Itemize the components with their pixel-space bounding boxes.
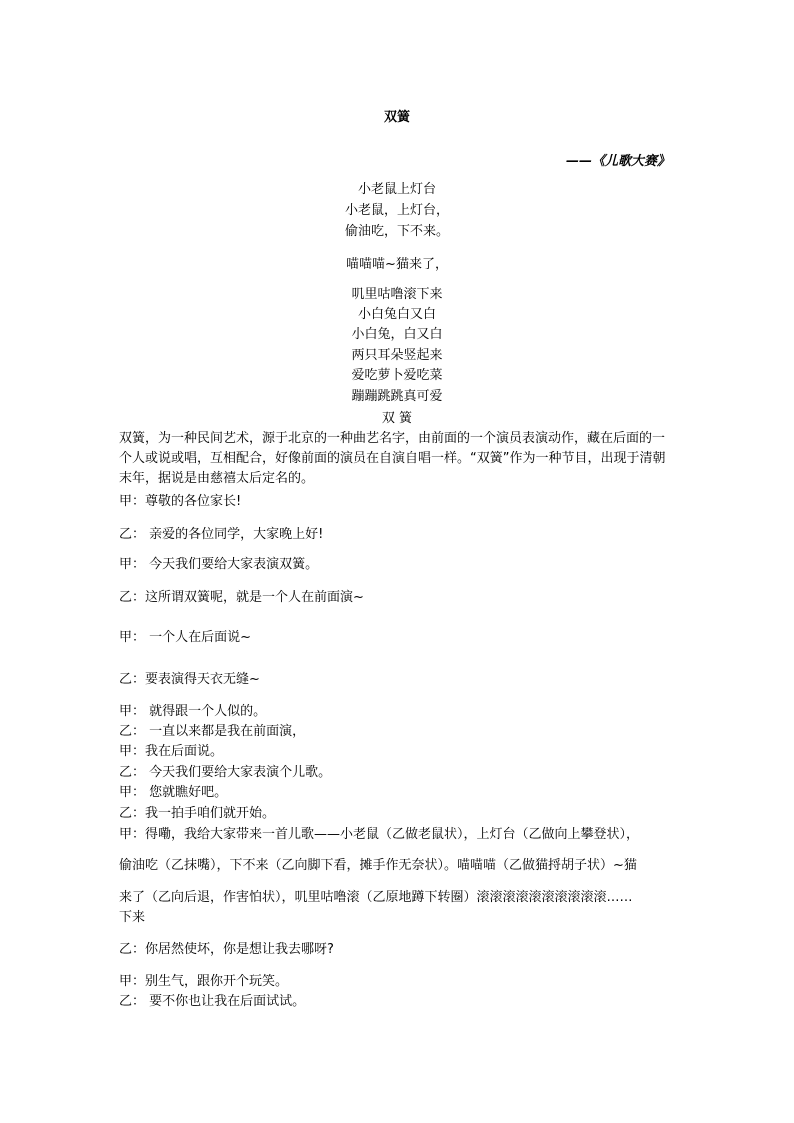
poem-line: 蹦蹦跳跳真可爱 (351, 389, 443, 404)
line-text: 别生气，跟你开个玩笑。 (145, 974, 289, 989)
speaker: 乙： (119, 672, 146, 687)
dialogue-line (119, 804, 275, 824)
dialogue-line (119, 888, 633, 908)
dialogue-line (119, 555, 318, 575)
line-text: 就得跟一个人似的。 (145, 704, 267, 719)
dialogue-line (119, 992, 305, 1012)
intro-paragraph: 双簧，为一种民间艺术，源于北京的一种曲艺名字，由前面的一个演员表演动作，藏在后面的一个人或说或唱，互相配合，好像前面的演员在自演自唱一样。“双簧”作为一种节目，出现于清朝末年，据说是由慈禧太后定名的。 (119, 431, 666, 486)
speaker: 甲： (119, 704, 146, 719)
speaker: 甲： (119, 785, 146, 800)
dialogue-line (119, 525, 323, 545)
line-text: 我在后面说。 (145, 744, 224, 759)
line-text: 一直以来都是我在前面演， (145, 724, 306, 739)
line-text: 要不你也让我在后面试试。 (145, 994, 306, 1009)
speaker: 甲： (119, 744, 146, 759)
dialogue-line (119, 783, 227, 803)
speaker: 甲： (119, 557, 146, 572)
speaker: 乙： (119, 527, 146, 542)
document-title: 双簧 (383, 110, 410, 125)
speaker: 乙： (119, 942, 146, 957)
speaker: 甲： (119, 827, 146, 842)
poem-line: 偷油吃，下不来。 (344, 224, 449, 239)
dialogue-line (119, 940, 334, 960)
dialogue-line (119, 722, 305, 742)
poem-line: 喵喵喵~猫来了， (346, 257, 448, 272)
dialogue-line (119, 588, 364, 608)
dialogue-line (119, 742, 223, 762)
speaker: 乙： (119, 994, 146, 1009)
line-text: 今天我们要给大家表演个儿歌。 (145, 765, 332, 780)
poem-line: 两只耳朵竖起来 (351, 348, 443, 363)
document-source: ——《儿歌大赛》 (565, 154, 670, 169)
poem-line: 爱吃萝卜爱吃菜 (351, 368, 443, 383)
section-subtitle: 双 簧 (381, 411, 413, 426)
line-text: 我一拍手咱们就开始。 (145, 806, 276, 821)
speaker: 乙： (119, 590, 146, 605)
dialogue-line (119, 628, 251, 648)
line-text: 下来 (119, 910, 146, 925)
dialogue-line (119, 702, 266, 722)
poem-line: 小老鼠上灯台 (357, 182, 436, 197)
line-text: 尊敬的各位家长! (145, 494, 242, 509)
speaker: 乙： (119, 765, 146, 780)
line-text: 今天我们要给大家表演双簧。 (145, 557, 319, 572)
speaker: 乙： (119, 806, 146, 821)
line-text: 偷油吃（乙抹嘴），下不来（乙向脚下看，摊手作无奈状）。喵喵喵（乙做猫捋胡子状）~猫 (119, 858, 637, 873)
poem-line: 小老鼠，上灯台， (344, 203, 449, 218)
line-text: 您就瞧好吧。 (145, 785, 228, 800)
line-text: 你居然使坏，你是想让我去哪呀? (145, 942, 334, 957)
line-text: 一个人在后面说~ (145, 630, 252, 645)
speaker: 甲： (119, 974, 146, 989)
poem-line: 小白兔，白又白 (351, 327, 443, 342)
dialogue-line (119, 825, 639, 845)
line-text: 亲爱的各位同学，大家晚上好! (145, 527, 324, 542)
speaker: 乙： (119, 724, 146, 739)
dialogue-line (119, 670, 260, 690)
dialogue-line (119, 908, 145, 928)
line-text: 这所谓双簧呢，就是一个人在前面演~ (145, 590, 364, 605)
dialogue-line (119, 492, 241, 512)
dialogue-line (119, 763, 331, 783)
poem-line: 小白兔白又白 (357, 307, 436, 322)
speaker: 甲： (119, 494, 146, 509)
line-text: 得嘞，我给大家带来一首儿歌——小老鼠（乙做老鼠状），上灯台（乙做向上攀登状）， (145, 827, 640, 842)
poem-line: 叽里咕噜滚下来 (351, 287, 443, 302)
speaker: 甲： (119, 630, 146, 645)
line-text: 要表演得天衣无缝~ (145, 672, 260, 687)
dialogue-line (119, 972, 288, 992)
dialogue-line (119, 856, 637, 876)
line-text: 来了（乙向后退，作害怕状），叽里咕噜滚（乙原地蹲下转圈）滚滚滚滚滚滚滚滚滚滚…… (119, 890, 633, 905)
